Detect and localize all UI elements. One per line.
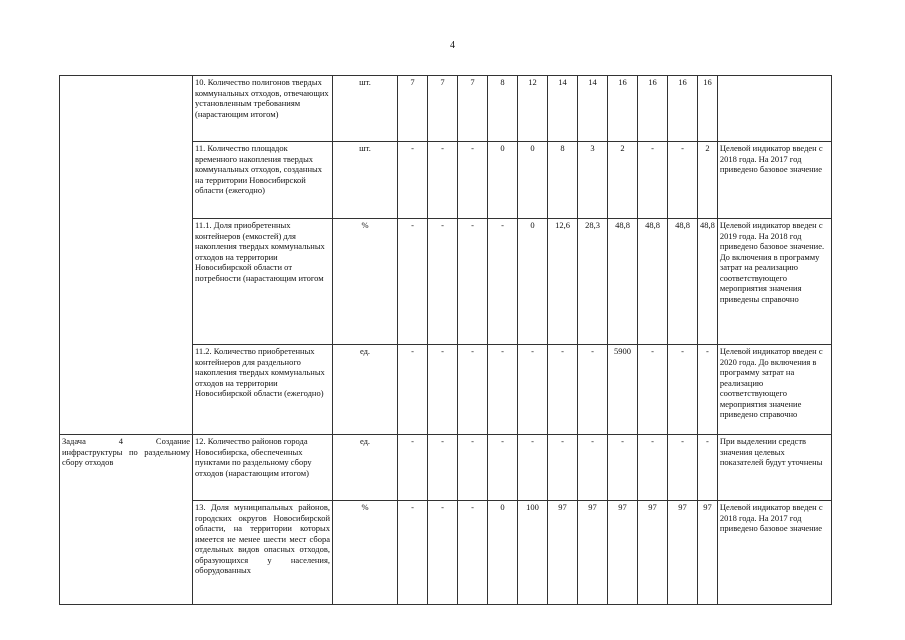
value-cell: 16 [698,76,718,142]
value-cell: - [578,435,608,501]
value-cell: - [698,435,718,501]
value-cell: 14 [578,76,608,142]
table-row [60,435,832,501]
value-cell: - [428,219,458,345]
value-cell: - [398,219,428,345]
value-cell: - [698,345,718,435]
value-cell: 2 [608,142,638,219]
note-cell: Целевой индикатор введен с 2019 года. На 2018 год приведено базовое значение. До включения в программу затрат на реализацию соответствующего мероприятия значения приведены справочно [717,219,831,345]
indicator-cell: 11.1. Доля приобретенных контейнеров (емкостей) для накопления твердых коммунальных отходов на территории Новосибирской области от потребности (нарастающим итогом [193,219,333,345]
value-cell: 48,8 [698,219,718,345]
value-cell: - [458,501,488,605]
value-cell: 5900 [608,345,638,435]
task-cell [60,76,193,435]
value-cell: - [518,435,548,501]
value-cell: - [578,345,608,435]
value-cell: - [518,345,548,435]
indicator-cell: 12. Количество районов города Новосибирска, обеспеченных пунктами по раздельному сбору отходов (нарастающим итогом) [193,435,333,501]
value-cell: 7 [398,76,428,142]
value-cell: - [458,219,488,345]
value-cell: - [638,345,668,435]
value-cell: 97 [608,501,638,605]
value-cell: 0 [488,501,518,605]
value-cell: 16 [638,76,668,142]
value-cell: - [398,435,428,501]
task-cell: Задача 4 Создание инфраструктуры по раздельному сбору отходов [60,435,193,605]
value-cell: - [428,501,458,605]
note-cell [717,76,831,142]
note-cell: При выделении средств значения целевых показателей будут уточнены [717,435,831,501]
value-cell: - [398,142,428,219]
value-cell: 12,6 [548,219,578,345]
value-cell: 8 [548,142,578,219]
table-row [60,76,832,142]
value-cell: 2 [698,142,718,219]
value-cell: 7 [458,76,488,142]
value-cell: - [668,142,698,219]
value-cell: 48,8 [668,219,698,345]
value-cell: 97 [578,501,608,605]
value-cell: 16 [608,76,638,142]
value-cell: - [668,435,698,501]
value-cell: 0 [488,142,518,219]
value-cell: 97 [698,501,718,605]
value-cell: - [488,435,518,501]
value-cell: - [458,142,488,219]
value-cell: 3 [578,142,608,219]
value-cell: 0 [518,219,548,345]
note-cell: Целевой индикатор введен с 2020 года. До включения в программу затрат на реализацию соответствующего мероприятия значение приведено справочно [717,345,831,435]
value-cell: - [458,345,488,435]
value-cell: - [638,142,668,219]
value-cell: 7 [428,76,458,142]
value-cell: 12 [518,76,548,142]
indicator-cell: 10. Количество полигонов твердых коммунальных отходов, отвечающих установленным требованиям (нарастающим итогом) [193,76,333,142]
indicators-table [59,75,832,605]
value-cell: - [548,435,578,501]
unit-cell: % [333,219,398,345]
note-cell: Целевой индикатор введен с 2018 года. На 2017 год приведено базовое значение [717,142,831,219]
note-cell: Целевой индикатор введен с 2018 года. На 2017 год приведено базовое значение [717,501,831,605]
value-cell: - [668,345,698,435]
unit-cell: шт. [333,76,398,142]
value-cell: 28,3 [578,219,608,345]
value-cell: 48,8 [638,219,668,345]
value-cell: - [488,219,518,345]
value-cell: 0 [518,142,548,219]
value-cell: - [428,435,458,501]
value-cell: 48,8 [608,219,638,345]
value-cell: - [428,142,458,219]
value-cell: - [398,345,428,435]
value-cell: 14 [548,76,578,142]
value-cell: - [458,435,488,501]
page-number: 4 [450,40,455,51]
value-cell: 97 [548,501,578,605]
value-cell: 16 [668,76,698,142]
value-cell: - [608,435,638,501]
unit-cell: шт. [333,142,398,219]
value-cell: - [488,345,518,435]
indicator-cell: 13. Доля муниципальных районов, городских округов Новосибирской области, на территории которых имеется не менее шести мест сбора отдельных видов опасных отходов, образующихся у населения, оборудованных [193,501,333,605]
value-cell: - [398,501,428,605]
value-cell: 97 [668,501,698,605]
value-cell: 100 [518,501,548,605]
value-cell: 8 [488,76,518,142]
indicator-cell: 11. Количество площадок временного накопления твердых коммунальных отходов, созданных на территории Новосибирской области (ежегодно) [193,142,333,219]
value-cell: 97 [638,501,668,605]
value-cell: - [428,345,458,435]
indicator-cell: 11.2. Количество приобретенных контейнеров для раздельного накопления твердых коммунальных отходов на территории Новосибирской области (ежегодно) [193,345,333,435]
value-cell: - [548,345,578,435]
unit-cell: ед. [333,435,398,501]
unit-cell: % [333,501,398,605]
value-cell: - [638,435,668,501]
unit-cell: ед. [333,345,398,435]
